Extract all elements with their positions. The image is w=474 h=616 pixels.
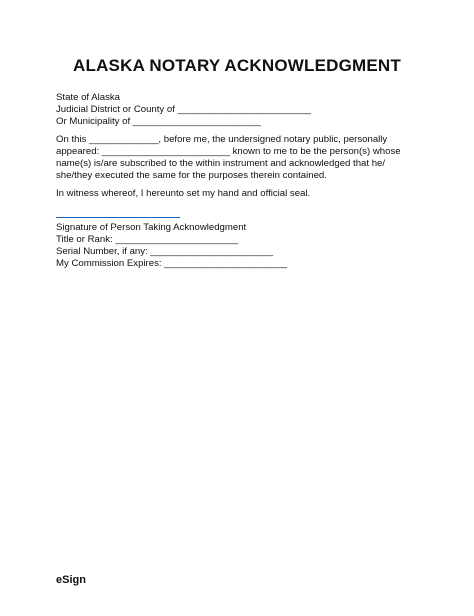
acknowledgment-line-3: name(s) is/are subscribed to the within instrument and acknowledged that he/ [56, 158, 386, 169]
acknowledgment-line-1: On this _____________, before me, the undersigned notary public, personally [56, 134, 388, 145]
signature-label: Signature of Person Taking Acknowledgment [56, 222, 247, 233]
venue-block [56, 92, 426, 128]
title-rank-field: Title or Rank: _______________________ [56, 234, 239, 245]
municipality-line: Or Municipality of ________________________ [56, 116, 261, 127]
signature-block [56, 222, 426, 270]
witness-statement: In witness whereof, I hereunto set my hand and official seal. [56, 188, 311, 199]
acknowledgment-line-4: she/they executed the same for the purposes therein contained. [56, 170, 327, 181]
district-line: Judicial District or County of _________________________ [56, 104, 311, 115]
serial-number-field: Serial Number, if any: _______________________ [56, 246, 274, 257]
acknowledgment-paragraph [56, 134, 426, 182]
signature-line [56, 217, 180, 218]
esign-logo: eSign [56, 574, 86, 586]
commission-expires-field: My Commission Expires: _______________________ [56, 258, 287, 269]
document-title: ALASKA NOTARY ACKNOWLEDGMENT [73, 56, 401, 75]
acknowledgment-line-2: appeared: ________________________ known to me to be the person(s) whose [56, 146, 401, 157]
state-line: State of Alaska [56, 92, 120, 103]
